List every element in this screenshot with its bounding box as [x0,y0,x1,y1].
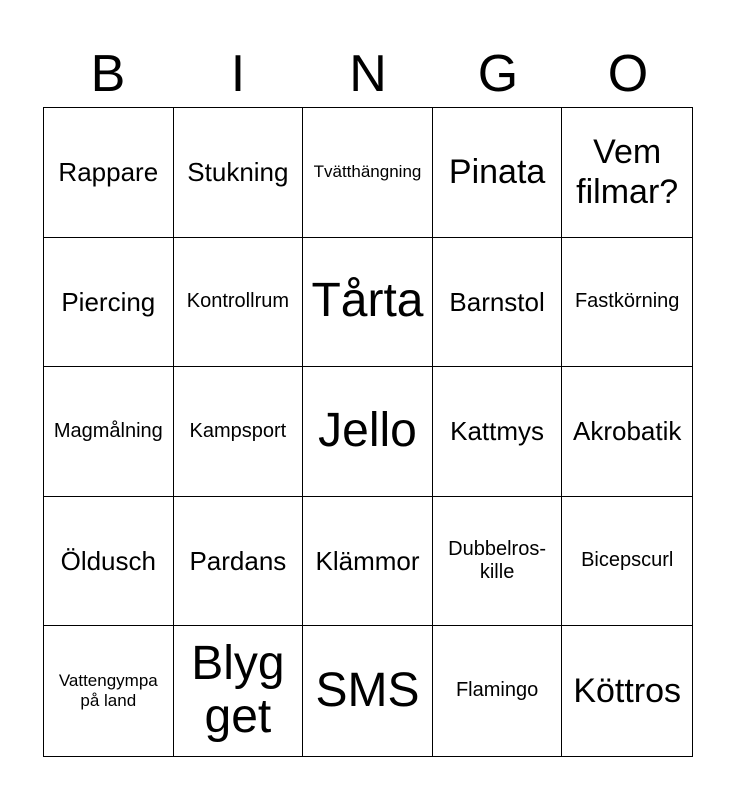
cell-label: Pinata [448,153,546,192]
bingo-header [43,40,693,108]
bingo-cell[interactable] [44,497,174,627]
bingo-cell[interactable] [433,626,563,756]
header-letter-g: G [477,45,519,103]
bingo-cell[interactable] [433,497,563,627]
cell-label: Dubbelros- kille [448,537,546,584]
bingo-cell[interactable] [174,497,304,627]
bingo-cell[interactable] [174,367,304,497]
bingo-cell[interactable] [433,108,563,238]
cell-label: Magmålning [53,419,163,442]
bingo-cell[interactable] [562,367,692,497]
header-letter-o: O [607,45,649,103]
bingo-cell[interactable] [433,238,563,368]
bingo-cell[interactable] [44,367,174,497]
bingo-cell[interactable] [562,238,692,368]
cell-label: Vem filmar? [576,133,679,212]
cell-label: Öldusch [60,545,156,576]
cell-label: Vattengympa på land [58,671,158,711]
bingo-cell[interactable] [174,108,304,238]
cell-label: Rappare [58,156,159,187]
cell-label: Fastkörning [574,290,680,313]
header-letter-n: N [349,45,387,103]
cell-label: Flamingo [455,679,539,702]
bingo-cell[interactable] [562,108,692,238]
bingo-cell[interactable] [44,238,174,368]
cell-label: SMS [315,663,420,717]
cell-label: Barnstol [449,286,545,317]
header-letter-i: I [230,45,246,103]
cell-label: Blyg get [191,637,285,744]
bingo-cell[interactable] [44,108,174,238]
cell-label: Kattmys [450,416,545,447]
bingo-cell[interactable] [44,626,174,756]
cell-label: Kampsport [189,419,287,442]
bingo-cell[interactable] [303,497,433,627]
bingo-cell[interactable] [562,626,692,756]
cell-label: Bicepscurl [581,549,674,572]
bingo-cell[interactable] [303,238,433,368]
cell-label: Pardans [189,545,287,576]
cell-label: Jello [318,404,417,458]
cell-label: Köttros [573,672,682,711]
bingo-cell[interactable] [303,108,433,238]
cell-label: Tvätthängning [313,162,422,182]
bingo-cell[interactable] [562,497,692,627]
bingo-cell[interactable] [303,626,433,756]
bingo-cell[interactable] [174,238,304,368]
cell-label: Klämmor [315,545,420,576]
bingo-cell[interactable] [433,367,563,497]
bingo-cell[interactable] [303,367,433,497]
bingo-cell[interactable] [174,626,304,756]
bingo-board [43,107,693,757]
cell-label: Tårta [311,274,424,328]
cell-label: Stukning [187,156,289,187]
cell-label: Piercing [61,286,156,317]
header-letter-b: B [90,45,126,103]
cell-label: Akrobatik [573,416,682,447]
cell-label: Kontrollrum [186,290,290,313]
